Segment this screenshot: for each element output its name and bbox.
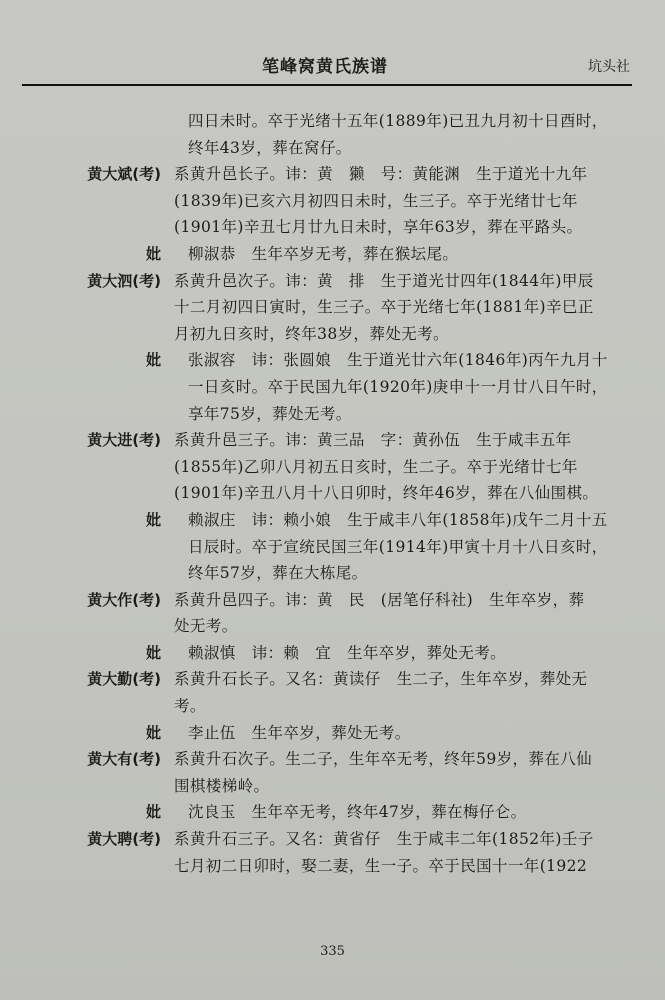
genealogy-entry <box>28 347 628 427</box>
genealogy-entry <box>28 427 628 507</box>
genealogy-entry <box>28 826 628 879</box>
entry-line: 系黄升邑次子。讳：黄 排 生于道光廿四年(1844年)甲辰 <box>174 271 594 290</box>
section-label: 坑头社 <box>588 59 630 75</box>
entry-line: 柳淑恭 生年卒岁无考，葬在猴坛尾。 <box>188 244 459 263</box>
genealogy-entry <box>28 108 628 161</box>
person-name: 黄大聘(考) <box>87 830 161 849</box>
entry-line: 系黄升石长子。又名：黄读仔 生二子，生年卒岁，葬处无 <box>174 670 588 689</box>
person-name: 妣 <box>145 510 161 529</box>
entry-line: 终年43岁，葬在窝仔。 <box>188 138 352 157</box>
genealogy-entry <box>28 640 628 667</box>
entry-line: 十二月初四日寅时，生三子。卒于光绪七年(1881年)辛巳正 <box>174 298 594 317</box>
entry-line: 赖淑庄 讳：赖小娘 生于咸丰八年(1858年)戊午二月十五 <box>188 510 608 529</box>
entry-text <box>174 826 628 879</box>
person-name: 妣 <box>145 244 161 263</box>
entry-text <box>188 640 628 667</box>
entry-text <box>174 587 628 640</box>
book-title: 笔峰窝黄氏族谱 <box>262 57 388 77</box>
genealogy-entry <box>28 666 628 719</box>
entry-line: 系黄升邑四子。讳：黄 民 (居笔仔科社) 生年卒岁，葬 <box>174 590 585 609</box>
entry-text <box>174 161 628 241</box>
entry-text <box>174 427 628 507</box>
genealogy-entry <box>28 268 628 348</box>
person-name: 黄大斌(考) <box>87 165 161 184</box>
entry-line: (1855年)乙卯八月初五日亥时，生二子。卒于光绪廿七年 <box>174 457 578 476</box>
entry-text <box>188 108 628 161</box>
genealogy-entry <box>28 587 628 640</box>
entry-line: 赖淑慎 讳：赖 宜 生年卒岁，葬处无考。 <box>188 643 507 662</box>
entry-line: 日辰时。卒于宣统民国三年(1914年)甲寅十月十八日亥时， <box>188 537 608 556</box>
entry-line: 系黄升邑三子。讳：黄三品 字：黄孙伍 生于咸丰五年 <box>174 431 572 450</box>
entry-line: 李止伍 生年卒岁，葬处无考。 <box>188 723 411 742</box>
entry-text <box>188 347 628 427</box>
entry-line: 四日未时。卒于光绪十五年(1889年)已丑九月初十日酉时， <box>188 112 608 130</box>
person-name: 黄大勤(考) <box>87 670 161 689</box>
header-rule <box>22 84 632 86</box>
person-name: 妣 <box>145 643 161 662</box>
genealogy-entries <box>28 108 628 879</box>
entry-line: 系黄升石三子。又名：黄省仔 生于咸丰二年(1852年)壬子 <box>174 830 594 849</box>
person-name: 黄大有(考) <box>87 750 161 769</box>
entry-line: 系黄升邑长子。讳：黄 獭 号：黄能渊 生于道光十九年 <box>174 165 588 184</box>
entry-line: 七月初二日卯时，娶二妻，生一子。卒于民国十一年(1922 <box>174 856 588 875</box>
person-name: 妣 <box>145 351 161 370</box>
entry-line: (1901年)辛丑八月十八日卯时，终年46岁，葬在八仙围棋。 <box>174 484 599 503</box>
entry-line: (1901年)辛丑七月廿九日未时，享年63岁，葬在平路头。 <box>174 218 583 237</box>
entry-text <box>174 268 628 348</box>
entry-text <box>188 720 628 747</box>
person-name: 黄大作(考) <box>87 590 161 609</box>
person-name: 黄大进(考) <box>87 431 161 450</box>
genealogy-entry <box>28 746 628 799</box>
entry-text <box>188 799 628 826</box>
entry-line: 享年75岁，葬处无考。 <box>188 404 352 423</box>
page-number: 335 <box>320 944 345 959</box>
person-name: 妣 <box>145 803 161 822</box>
entry-line: 张淑容 讳：张圆娘 生于道光廿六年(1846年)丙午九月十 <box>188 351 608 370</box>
entry-line: 围棋楼梯岭。 <box>174 776 270 795</box>
genealogy-entry <box>28 720 628 747</box>
genealogy-entry <box>28 799 628 826</box>
entry-text <box>188 507 628 587</box>
entry-line: 考。 <box>174 697 206 716</box>
entry-line: 终年57岁，葬在大栋尾。 <box>188 564 368 583</box>
genealogy-entry <box>28 241 628 268</box>
entry-text <box>174 666 628 719</box>
entry-line: 系黄升石次子。生二子，生年卒无考，终年59岁，葬在八仙 <box>174 750 593 769</box>
person-name: 妣 <box>145 723 161 742</box>
entry-text <box>188 241 628 268</box>
entry-line: 一日亥时。卒于民国九年(1920年)庚申十一月廿八日午时， <box>188 377 608 396</box>
entry-line: (1839年)已亥六月初四日未时，生三子。卒于光绪廿七年 <box>174 191 578 210</box>
genealogy-entry <box>28 507 628 587</box>
entry-text <box>174 746 628 799</box>
genealogy-entry <box>28 161 628 241</box>
entry-line: 月初九日亥时，终年38岁，葬处无考。 <box>174 324 449 343</box>
running-header <box>22 48 630 82</box>
entry-line: 处无考。 <box>174 617 238 636</box>
entry-line: 沈良玉 生年卒无考，终年47岁，葬在梅仔仑。 <box>188 803 527 822</box>
person-name: 黄大泗(考) <box>87 271 161 290</box>
